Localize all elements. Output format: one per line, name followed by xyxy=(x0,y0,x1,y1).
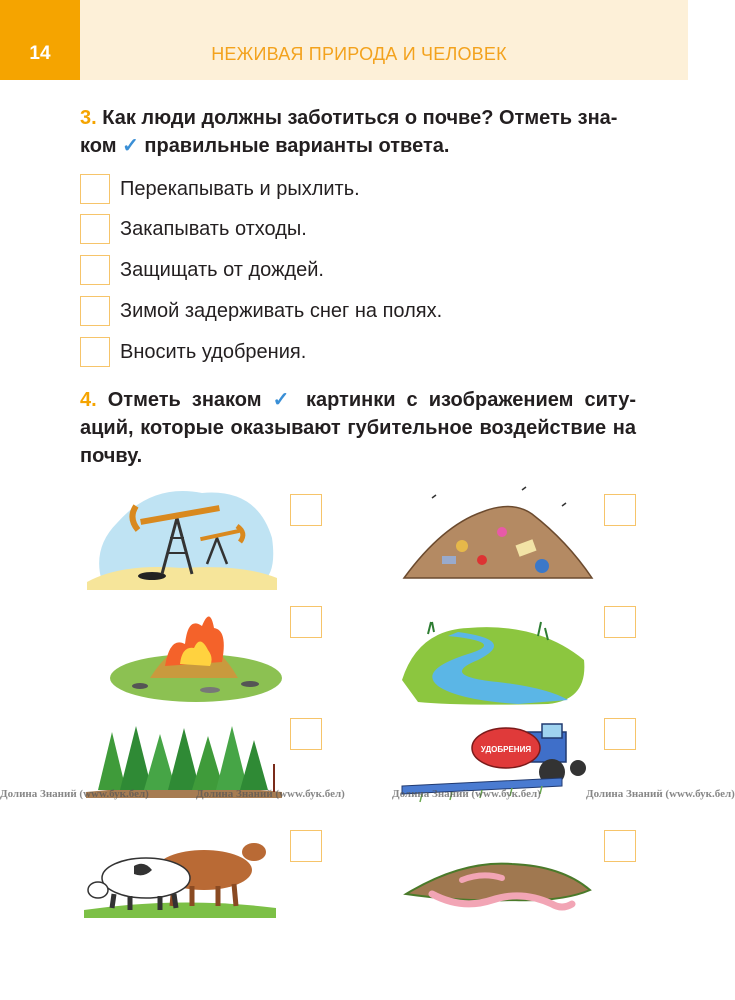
question-3-number: 3. xyxy=(80,107,97,129)
picture-checkbox[interactable] xyxy=(604,494,636,526)
oil-pumps-picture xyxy=(82,478,282,590)
checkmark-icon: ✓ xyxy=(122,135,139,157)
question-4-number: 4. xyxy=(80,389,97,411)
picture-checkbox[interactable] xyxy=(290,830,322,862)
question-3-text xyxy=(80,104,636,160)
watermark-text: Долина Знаний (www.бук.бел) xyxy=(0,788,149,800)
answer-checkbox[interactable] xyxy=(80,214,110,244)
picture-checkbox[interactable] xyxy=(290,718,322,750)
river-picture xyxy=(398,610,588,706)
answer-checkbox[interactable] xyxy=(80,296,110,326)
earthworm-picture xyxy=(402,854,594,916)
picture-checkbox[interactable] xyxy=(604,830,636,862)
question-3-line1: Как люди должны заботиться о почве? Отметь зна- xyxy=(102,107,618,129)
watermark-text: Долина Знаний (www.бук.бел) xyxy=(196,788,345,800)
answer-checkbox[interactable] xyxy=(80,174,110,204)
picture-checkbox[interactable] xyxy=(290,606,322,638)
picture-checkbox[interactable] xyxy=(604,718,636,750)
question-3-line2-rest: правильные варианты ответа. xyxy=(144,135,450,157)
picture-checkbox[interactable] xyxy=(290,494,322,526)
watermark-text: Долина Знаний (www.бук.бел) xyxy=(586,788,735,800)
watermark-text: Долина Знаний (www.бук.бел) xyxy=(392,788,541,800)
page-number: 14 xyxy=(0,0,80,80)
garbage-dump-picture xyxy=(402,486,596,586)
question-3-line2-prefix: ком xyxy=(80,135,117,157)
answer-checkbox[interactable] xyxy=(80,337,110,367)
option-label: Перекапывать и рыхлить. xyxy=(120,178,360,200)
question-4-prefix: Отметь знаком xyxy=(107,389,262,411)
cows-picture xyxy=(84,832,276,918)
question-4-text xyxy=(80,386,636,470)
question-4-rest: картинки с изображением ситу-аций, которые оказывают губительное воздействие на почву. xyxy=(80,389,636,467)
picture-checkbox[interactable] xyxy=(604,606,636,638)
option-label: Вносить удобрения. xyxy=(120,341,307,363)
campfire-picture xyxy=(110,606,282,702)
option-label: Зимой задерживать снег на полях. xyxy=(120,300,443,322)
page-header xyxy=(0,0,688,80)
option-label: Закапывать отходы. xyxy=(120,218,307,240)
checkmark-icon: ✓ xyxy=(272,389,295,411)
forest-picture xyxy=(86,722,282,798)
answer-checkbox[interactable] xyxy=(80,255,110,285)
chapter-title: НЕЖИВАЯ ПРИРОДА И ЧЕЛОВЕК xyxy=(211,44,507,64)
option-label: Защищать от дождей. xyxy=(120,259,324,281)
tractor-label: УДОБРЕНИЯ xyxy=(480,745,532,754)
